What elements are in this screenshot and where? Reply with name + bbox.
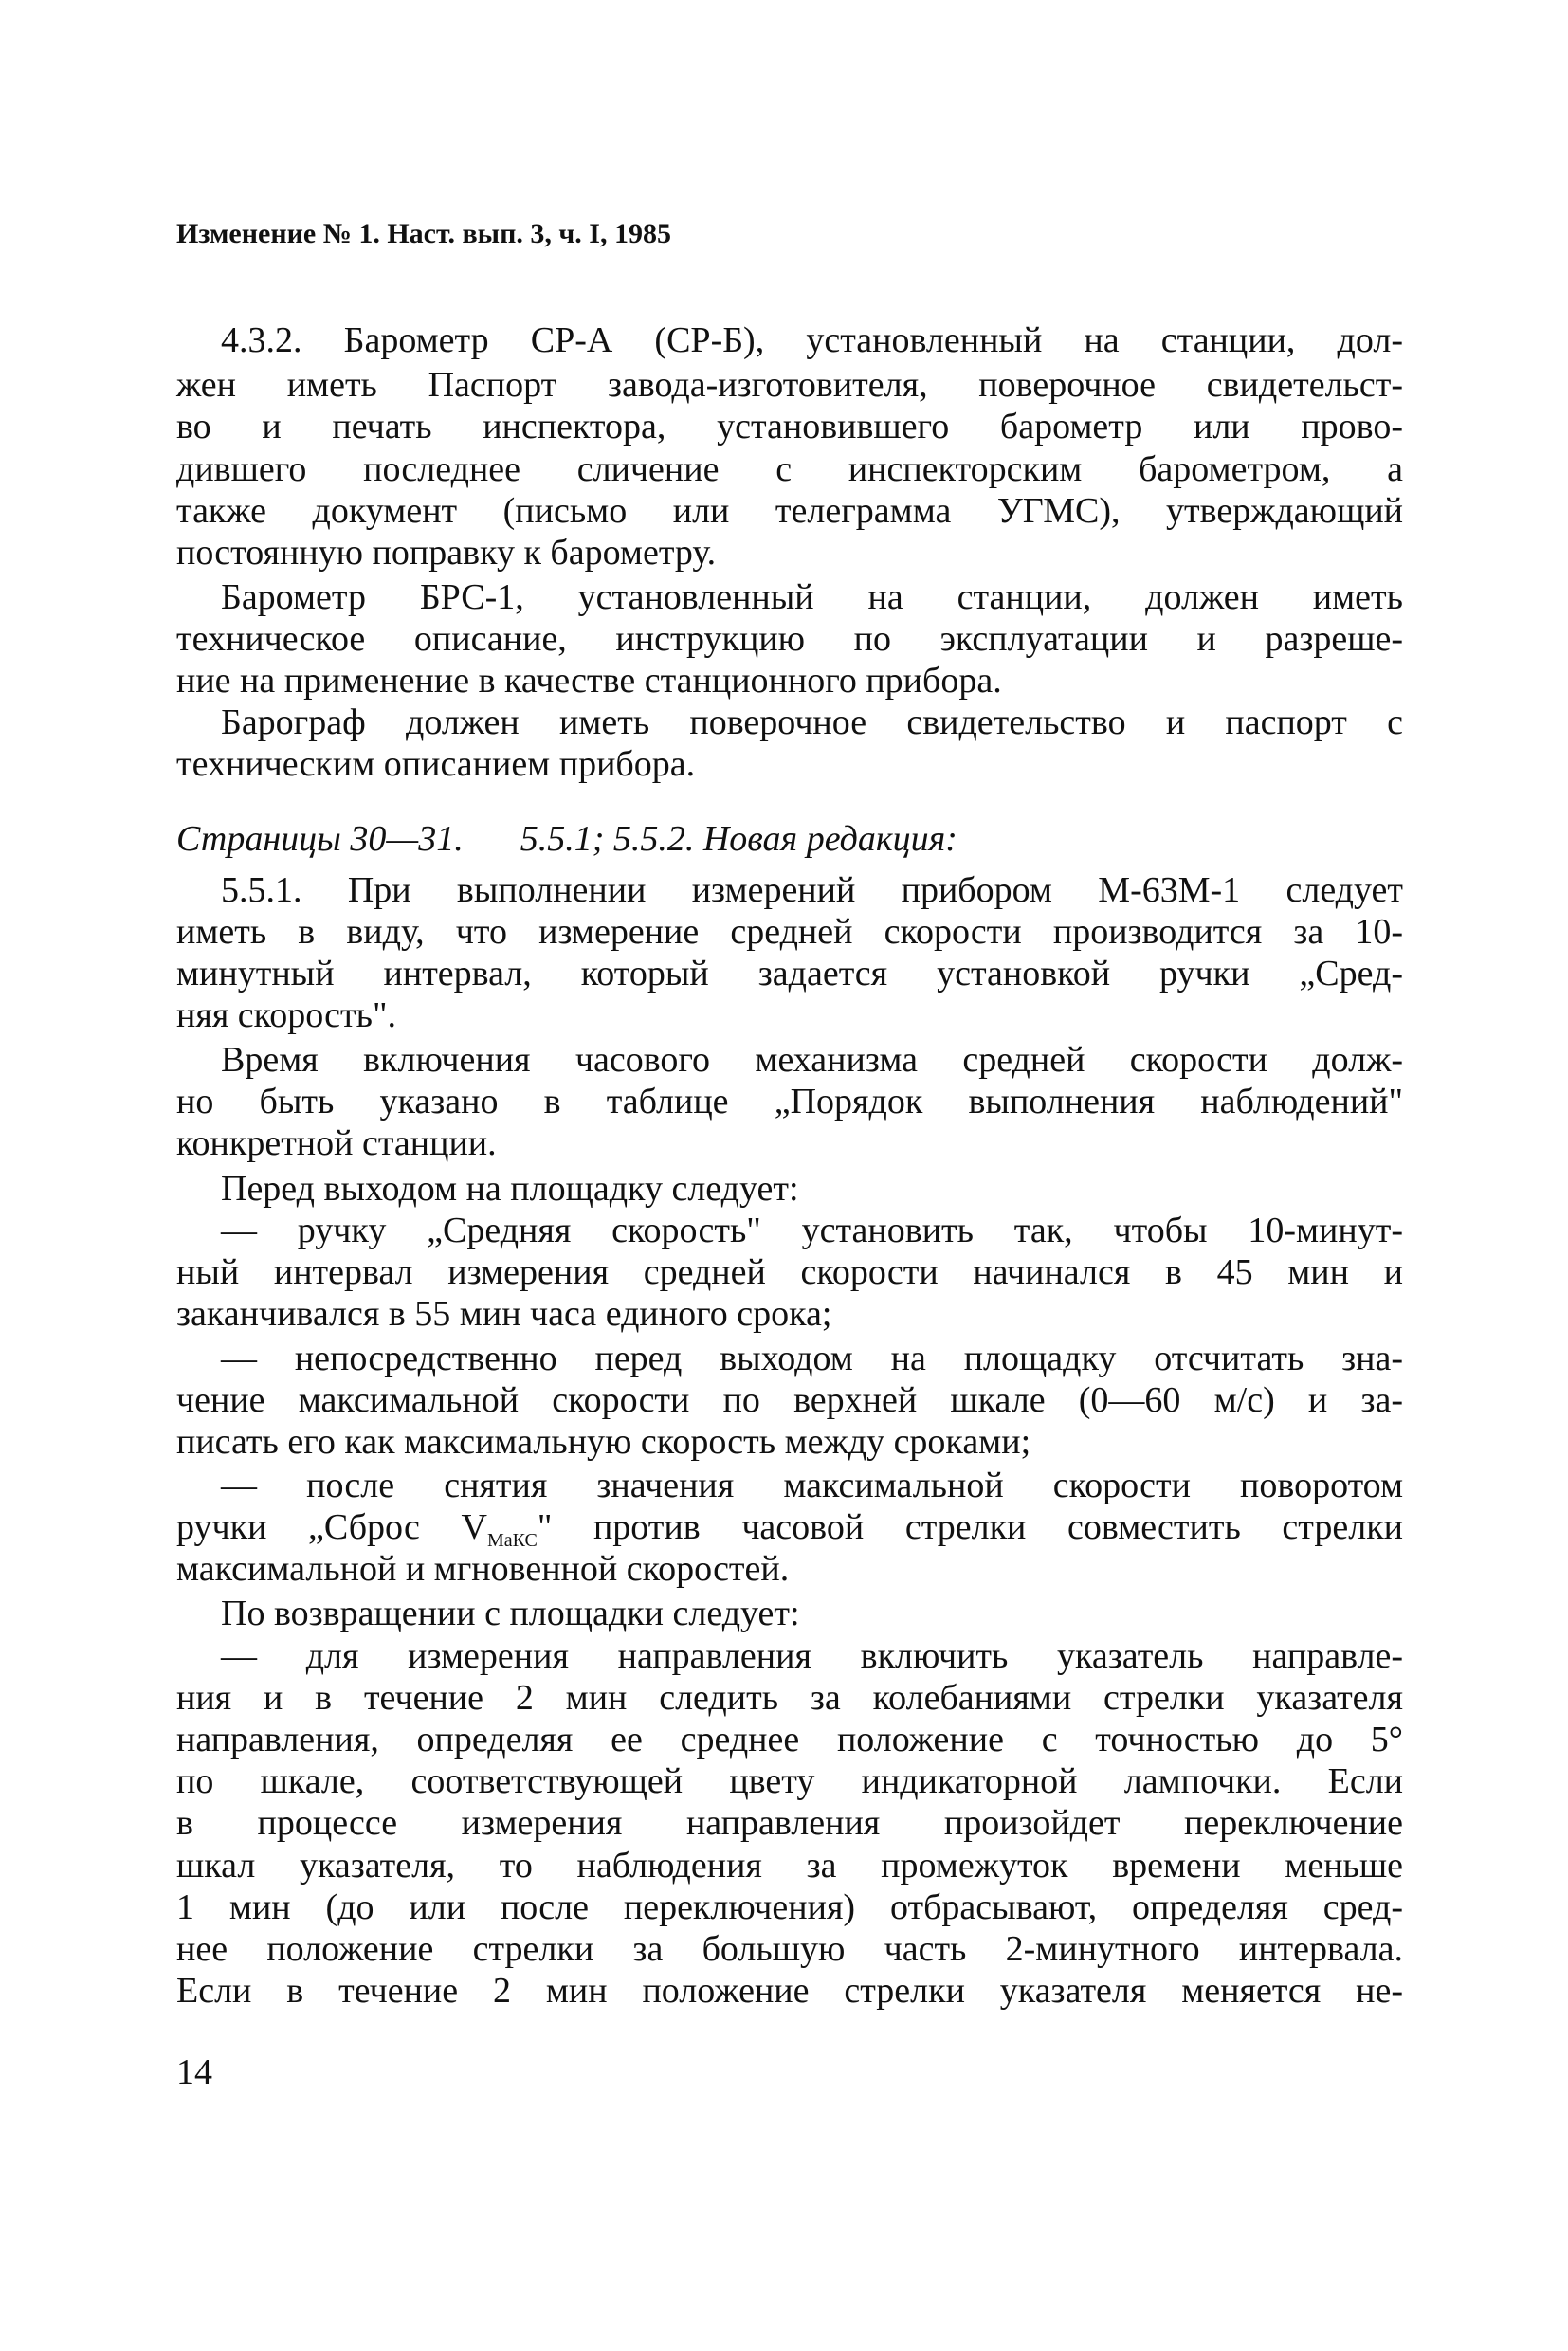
- text-line: максимальной и мгновенной скоростей.: [176, 1549, 790, 1589]
- text-line: Перед выходом на площадку следует:: [221, 1169, 799, 1209]
- document-header: Изменение № 1. Наст. вып. 3, ч. I, 1985: [176, 218, 671, 249]
- text-line: — непосредственно перед выходом на площадку отсчитать зна-: [221, 1339, 1403, 1378]
- page-number: 14: [176, 2052, 212, 2092]
- text-line: чение максимальной скорости по верхней шкале (0—60 м/с) и за-: [176, 1380, 1403, 1420]
- text-line: По возвращении с площадки следует:: [221, 1594, 800, 1633]
- text-line: техническое описание, инструкцию по эксплуатации и разреше-: [176, 619, 1403, 659]
- text-line: заканчивался в 55 мин часа единого срока;: [176, 1294, 832, 1334]
- text-line: минутный интервал, который задается установкой ручки „Сред-: [176, 954, 1403, 993]
- items-label: 5.5.1; 5.5.2. Новая редакция:: [520, 819, 957, 859]
- text-line: нее положение стрелки за большую часть 2-минутного интервала.: [176, 1929, 1403, 1969]
- text-line: — после снятия значения максимальной скорости поворотом: [221, 1466, 1403, 1505]
- text-line: ния и в течение 2 мин следить за колебаниями стрелки указателя: [176, 1678, 1403, 1718]
- text-line: 1 мин (до или после переключения) отбрасывают, определяя сред-: [176, 1887, 1403, 1927]
- text-line: ный интервал измерения средней скорости начинался в 45 мин и: [176, 1252, 1403, 1292]
- text-line: дившего последнее сличение с инспекторским барометром, а: [176, 449, 1403, 489]
- text-line: жен иметь Паспорт завода-изготовителя, поверочное свидетельст-: [176, 365, 1403, 405]
- text-line: конкретной станции.: [176, 1123, 497, 1163]
- text-line: техническим описанием прибора.: [176, 744, 696, 784]
- text-line: 4.3.2. Барометр СР-А (СР-Б), установленный на станции, дол-: [221, 320, 1403, 360]
- text-line: ние на применение в качестве станционного прибора.: [176, 661, 1002, 701]
- text-line: 5.5.1. При выполнении измерений прибором М-63М-1 следует: [221, 870, 1403, 910]
- text-line: направления, определяя ее среднее положение с точностью до 5°: [176, 1720, 1403, 1759]
- text-line: Если в течение 2 мин положение стрелки указателя меняется не-: [176, 1971, 1403, 2011]
- text-line: во и печать инспектора, установившего барометр или прово-: [176, 407, 1403, 447]
- text-line: по шкале, соответствующей цвету индикаторной лампочки. Если: [176, 1761, 1403, 1801]
- text-line: также документ (письмо или телеграмма УГМС), утверждающий: [176, 491, 1403, 531]
- text-line: в процессе измерения направления произойдет переключение: [176, 1803, 1403, 1843]
- text-line: Барометр БРС-1, установленный на станции, должен иметь: [221, 577, 1403, 617]
- text-line: — для измерения направления включить указатель направле-: [221, 1636, 1403, 1676]
- text-line: иметь в виду, что измерение средней скорости производится за 10-: [176, 912, 1403, 952]
- text-line: шкал указателя, то наблюдения за промежуток времени меньше: [176, 1846, 1403, 1886]
- text-part: " против часовой стрелки совместить стрелки: [537, 1507, 1403, 1547]
- text-line: няя скорость".: [176, 995, 396, 1035]
- text-line: Барограф должен иметь поверочное свидетельство и паспорт с: [221, 702, 1403, 742]
- text-line: постоянную поправку к барометру.: [176, 533, 717, 573]
- pages-reference: [176, 818, 1403, 860]
- text-line: — ручку „Средняя скорость" установить так, чтобы 10-минут-: [221, 1211, 1403, 1250]
- text-line: [176, 1506, 1403, 1551]
- text-line: но быть указано в таблице „Порядок выполнения наблюдений": [176, 1082, 1403, 1121]
- subscript: МаКС: [486, 1530, 538, 1551]
- text-line: писать его как максимальную скорость между сроками;: [176, 1422, 1031, 1462]
- text-line: Время включения часового механизма средней скорости долж-: [221, 1040, 1403, 1080]
- text-part: ручки „Сброс V: [176, 1507, 487, 1547]
- pages-label: Страницы 30—31.: [176, 819, 464, 859]
